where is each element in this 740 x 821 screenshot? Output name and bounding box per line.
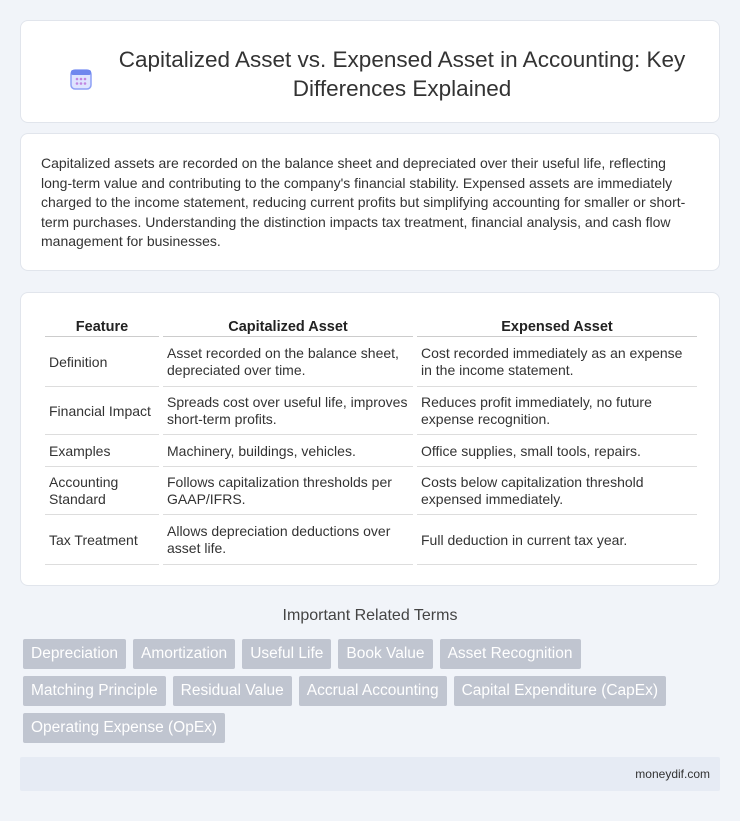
title-card	[20, 20, 720, 123]
page-title: Capitalized Asset vs. Expensed Asset in Accounting: Key Differences Explained	[118, 47, 686, 101]
tag-asset-recognition[interactable]: Asset Recognition	[440, 639, 581, 669]
capitalized-cell: Machinery, buildings, vehicles.	[163, 437, 413, 467]
tag-depreciation[interactable]: Depreciation	[23, 639, 126, 669]
table-header-row	[45, 317, 697, 337]
table-row	[45, 389, 697, 435]
header-capitalized: Capitalized Asset	[163, 317, 413, 337]
tag-useful-life[interactable]: Useful Life	[242, 639, 331, 669]
related-terms-list	[23, 639, 723, 750]
tag-matching-principle[interactable]: Matching Principle	[23, 676, 166, 706]
capitalized-cell: Allows depreciation deductions over asset life.	[163, 517, 413, 565]
capitalized-cell: Asset recorded on the balance sheet, depreciated over time.	[163, 339, 413, 387]
expensed-cell: Cost recorded immediately as an expense in the income statement.	[417, 339, 697, 387]
feature-cell: Financial Impact	[45, 389, 159, 435]
expensed-cell: Full deduction in current tax year.	[417, 517, 697, 565]
table-row	[45, 469, 697, 515]
tag-residual-value[interactable]: Residual Value	[173, 676, 292, 706]
table-row	[45, 339, 697, 387]
feature-cell: Definition	[45, 339, 159, 387]
tag-amortization[interactable]: Amortization	[133, 639, 235, 669]
capitalized-cell: Follows capitalization thresholds per GAAP/IFRS.	[163, 469, 413, 515]
footer	[20, 757, 720, 791]
intro-card	[20, 133, 720, 271]
feature-cell: Examples	[45, 437, 159, 467]
expensed-cell: Reduces profit immediately, no future expense recognition.	[417, 389, 697, 435]
source-label: moneydif.com	[635, 767, 710, 781]
expensed-cell: Costs below capitalization threshold expensed immediately.	[417, 469, 697, 515]
comparison-card	[20, 292, 720, 586]
table-row	[45, 437, 697, 467]
comparison-table	[41, 315, 701, 567]
calendar-icon	[69, 67, 93, 91]
feature-cell: Tax Treatment	[45, 517, 159, 565]
tag-capital-expenditure[interactable]: Capital Expenditure (CapEx)	[454, 676, 666, 706]
intro-paragraph: Capitalized assets are recorded on the balance sheet and depreciated over their useful life, reflecting long-term value and contributing to the company's financial stability. Expensed assets are immediately charged to the income statement, reducing current profits but simplifying accounting for smaller or short-term purchases. Understanding the distinction impacts tax treatment, financial analysis, and cash flow management for businesses.	[41, 155, 686, 249]
tag-accrual-accounting[interactable]: Accrual Accounting	[299, 676, 447, 706]
tag-book-value[interactable]: Book Value	[338, 639, 432, 669]
tag-operating-expense[interactable]: Operating Expense (OpEx)	[23, 713, 225, 743]
feature-cell: Accounting Standard	[45, 469, 159, 515]
table-row	[45, 517, 697, 565]
expensed-cell: Office supplies, small tools, repairs.	[417, 437, 697, 467]
header-expensed: Expensed Asset	[417, 317, 697, 337]
related-terms-heading: Important Related Terms	[282, 607, 458, 624]
capitalized-cell: Spreads cost over useful life, improves short-term profits.	[163, 389, 413, 435]
header-feature: Feature	[45, 317, 159, 337]
